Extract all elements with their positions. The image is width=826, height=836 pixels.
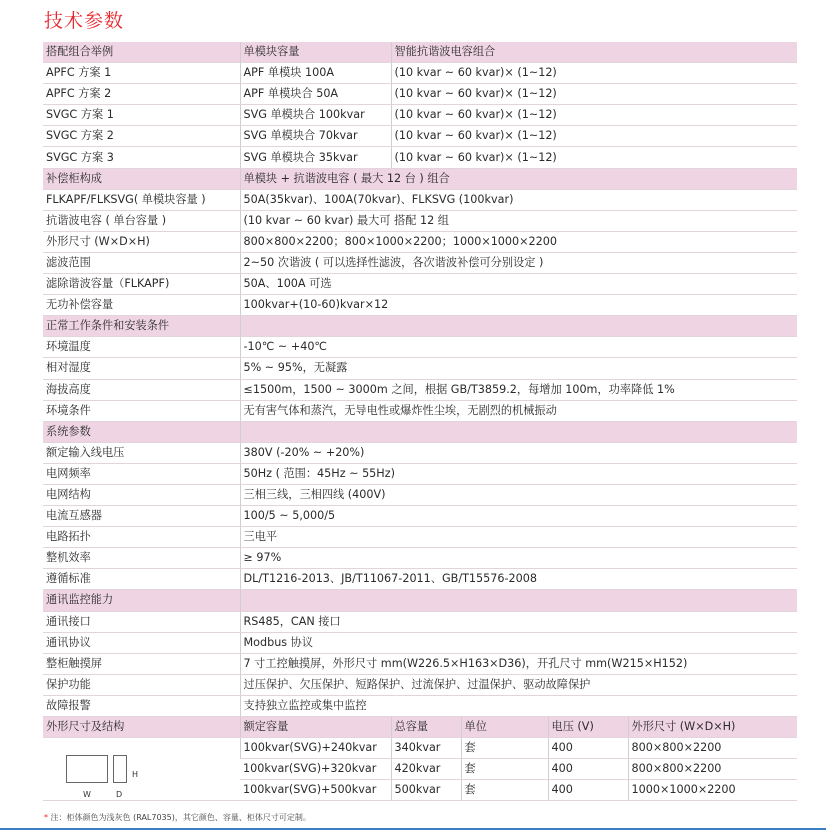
value-cell: (10 kvar ~ 60 kvar)× (1~12) <box>391 147 797 168</box>
cabinet-row <box>43 274 797 295</box>
value-cell: 套 <box>461 759 548 780</box>
value-cell: 800×800×2200；800×1000×2200；1000×1000×2200 <box>240 231 797 252</box>
label-cell: 抗谐波电容 ( 单台容量 ) <box>43 210 240 231</box>
section-header-cell: 通讯监控能力 <box>43 590 240 611</box>
value-cell: (10 kvar ~ 60 kvar)× (1~12) <box>391 105 797 126</box>
label-cell: 整机效率 <box>43 548 240 569</box>
rated-capacity-cell: 100kvar(SVG)+320kvar <box>240 759 391 780</box>
value-cell: 50A(35kvar)、100A(70kvar)、FLKSVG (100kvar) <box>240 189 797 210</box>
label-cell: 外形尺寸 (W×D×H) <box>43 231 240 252</box>
footnote-text: 注：柜体颜色为浅灰色 (RAL7035)，其它颜色、容量、柜体尺寸可定制。 <box>50 813 311 822</box>
cabinet-row <box>43 252 797 273</box>
label-cell: APFC 方案 1 <box>43 63 240 84</box>
header-cell: 单位 <box>461 717 548 738</box>
env-row <box>43 358 797 379</box>
value-cell: 400 <box>548 780 628 801</box>
width-label: W <box>83 790 91 800</box>
value-cell: SVG 单模块合 70kvar <box>240 126 391 147</box>
value-cell: 三电平 <box>240 527 797 548</box>
value-cell: 420kvar <box>391 759 461 780</box>
dims-row <box>43 738 797 759</box>
combo-row <box>43 63 797 84</box>
comm-row <box>43 674 797 695</box>
cabinet-header-row <box>43 168 797 189</box>
value-cell: 过压保护、欠压保护、短路保护、过流保护、过温保护、驱动故障保护 <box>240 674 797 695</box>
comm-row <box>43 632 797 653</box>
depth-label: D <box>116 790 123 800</box>
section-header-cell <box>240 421 797 442</box>
section-header-cell: 补偿柜构成 <box>43 168 240 189</box>
value-cell: 50A、100A 可选 <box>240 274 797 295</box>
value-cell: 100/5 ~ 5,000/5 <box>240 506 797 527</box>
value-cell: ≥ 97% <box>240 548 797 569</box>
value-cell: 50Hz ( 范围：45Hz ~ 55Hz) <box>240 463 797 484</box>
value-cell: APF 单模块合 50A <box>240 84 391 105</box>
value-cell: 支持独立监控或集中监控 <box>240 695 797 716</box>
label-cell: 故障报警 <box>43 695 240 716</box>
value-cell: Modbus 协议 <box>240 632 797 653</box>
system-row <box>43 442 797 463</box>
header-cell: 单模块容量 <box>240 42 391 63</box>
label-cell: 相对湿度 <box>43 358 240 379</box>
system-row <box>43 527 797 548</box>
value-cell: 套 <box>461 738 548 759</box>
system-row <box>43 548 797 569</box>
label-cell: 遵循标准 <box>43 569 240 590</box>
system-row <box>43 463 797 484</box>
value-cell: 1000×1000×2200 <box>628 780 797 801</box>
env-row <box>43 337 797 358</box>
cabinet-diagram-cell <box>43 738 240 801</box>
label-cell: 滤波范围 <box>43 252 240 273</box>
bottom-rule <box>0 828 826 830</box>
value-cell: (10 kvar ~ 60 kvar)× (1~12) <box>391 126 797 147</box>
footnote-star: * <box>44 813 48 822</box>
system-row <box>43 506 797 527</box>
value-cell: 2~50 次谐波 ( 可以选择性滤波，各次谐波补偿可分别设定 ) <box>240 252 797 273</box>
header-cell: 外形尺寸及结构 <box>43 717 240 738</box>
header-cell: 外形尺寸 (W×D×H) <box>628 717 797 738</box>
rated-capacity-cell: 100kvar(SVG)+500kvar <box>240 780 391 801</box>
value-cell: 三相三线，三相四线 (400V) <box>240 484 797 505</box>
value-cell: SVG 单模块合 100kvar <box>240 105 391 126</box>
header-cell: 智能抗谐波电容组合 <box>391 42 797 63</box>
value-cell: 7 寸工控触摸屏，外形尺寸 mm(W226.5×H163×D36)，开孔尺寸 mm(W215×H152) <box>240 653 797 674</box>
label-cell: 滤除谐波容量（FLKAPF) <box>43 274 240 295</box>
label-cell: APFC 方案 2 <box>43 84 240 105</box>
label-cell: 海拔高度 <box>43 379 240 400</box>
value-cell: (10 kvar ~ 60 kvar)× (1~12) <box>391 84 797 105</box>
combo-row <box>43 105 797 126</box>
combo-row <box>43 147 797 168</box>
value-cell: SVG 单模块合 35kvar <box>240 147 391 168</box>
label-cell: SVGC 方案 2 <box>43 126 240 147</box>
value-cell: 400 <box>548 759 628 780</box>
combo-row <box>43 84 797 105</box>
header-cell: 总容量 <box>391 717 461 738</box>
header-cell: 搭配组合举例 <box>43 42 240 63</box>
label-cell: 整柜触摸屏 <box>43 653 240 674</box>
label-cell: 无功补偿容量 <box>43 295 240 316</box>
value-cell: (10 kvar ~ 60 kvar) 最大可 搭配 12 组 <box>240 210 797 231</box>
section-header-cell: 系统参数 <box>43 421 240 442</box>
value-cell: 无有害气体和蒸汽，无导电性或爆炸性尘埃，无剧烈的机械振动 <box>240 400 797 421</box>
value-cell: 5% ~ 95%，无凝露 <box>240 358 797 379</box>
value-cell: 500kvar <box>391 780 461 801</box>
header-cell: 额定容量 <box>240 717 391 738</box>
section-header-cell: 单模块 + 抗谐波电容 ( 最大 12 台 ) 组合 <box>240 168 797 189</box>
label-cell: 电网结构 <box>43 484 240 505</box>
value-cell: (10 kvar ~ 60 kvar)× (1~12) <box>391 63 797 84</box>
height-label: H <box>132 770 139 780</box>
label-cell: SVGC 方案 3 <box>43 147 240 168</box>
env-row <box>43 379 797 400</box>
label-cell: 额定输入线电压 <box>43 442 240 463</box>
label-cell: 通讯接口 <box>43 611 240 632</box>
section-header-cell <box>240 316 797 337</box>
page-title: 技术参数 <box>44 10 125 32</box>
label-cell: 保护功能 <box>43 674 240 695</box>
cabinet-row <box>43 295 797 316</box>
comm-header-row <box>43 590 797 611</box>
value-cell: 380V (-20% ~ +20%) <box>240 442 797 463</box>
cabinet-row <box>43 231 797 252</box>
value-cell: 800×800×2200 <box>628 738 797 759</box>
cabinet-row <box>43 189 797 210</box>
value-cell: APF 单模块 100A <box>240 63 391 84</box>
env-row <box>43 400 797 421</box>
value-cell: RS485，CAN 接口 <box>240 611 797 632</box>
cabinet-row <box>43 210 797 231</box>
value-cell: 400 <box>548 738 628 759</box>
section-header-cell <box>240 590 797 611</box>
cabinet-diagram <box>46 739 240 799</box>
comm-row <box>43 695 797 716</box>
value-cell: 800×800×2200 <box>628 759 797 780</box>
cabinet-front-view <box>66 755 108 783</box>
value-cell: 340kvar <box>391 738 461 759</box>
label-cell: 通讯协议 <box>43 632 240 653</box>
value-cell: ≤1500m，1500 ~ 3000m 之间，根据 GB/T3859.2，每增加 100m，功率降低 1% <box>240 379 797 400</box>
header-cell: 电压 (V) <box>548 717 628 738</box>
label-cell: 电网频率 <box>43 463 240 484</box>
label-cell: 电流互感器 <box>43 506 240 527</box>
comm-row <box>43 611 797 632</box>
value-cell: -10℃ ~ +40℃ <box>240 337 797 358</box>
combo-header-row <box>43 42 797 63</box>
system-row <box>43 569 797 590</box>
env-header-row <box>43 316 797 337</box>
label-cell: FLKAPF/FLKSVG( 单模块容量 ) <box>43 189 240 210</box>
label-cell: 电路拓扑 <box>43 527 240 548</box>
combo-row <box>43 126 797 147</box>
cabinet-side-view <box>113 755 127 783</box>
value-cell: 100kvar+(10-60)kvar×12 <box>240 295 797 316</box>
label-cell: 环境温度 <box>43 337 240 358</box>
system-header-row <box>43 421 797 442</box>
section-header-cell: 正常工作条件和安装条件 <box>43 316 240 337</box>
label-cell: SVGC 方案 1 <box>43 105 240 126</box>
rated-capacity-cell: 100kvar(SVG)+240kvar <box>240 738 391 759</box>
system-row <box>43 484 797 505</box>
label-cell: 环境条件 <box>43 400 240 421</box>
dims-header-row <box>43 717 797 738</box>
comm-row <box>43 653 797 674</box>
value-cell: DL/T1216-2013、JB/T11067-2011、GB/T15576-2008 <box>240 569 797 590</box>
spec-table <box>43 42 797 801</box>
value-cell: 套 <box>461 780 548 801</box>
footnote <box>44 812 311 823</box>
